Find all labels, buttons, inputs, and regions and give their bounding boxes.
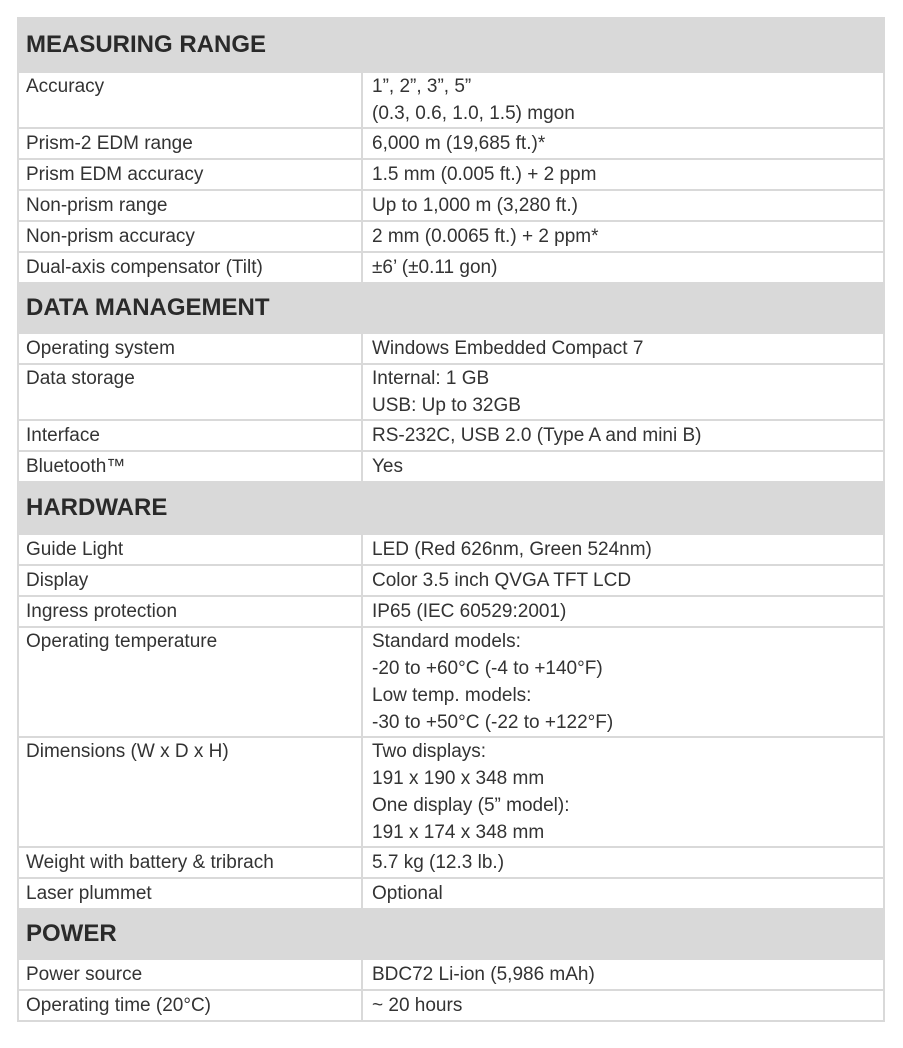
spec-value <box>363 365 883 419</box>
spec-value-line: BDC72 Li-ion (5,986 mAh) <box>372 964 595 985</box>
spec-value-line: RS-232C, USB 2.0 (Type A and mini B) <box>372 425 702 446</box>
spec-value-line: 1”, 2”, 3”, 5” <box>372 76 472 97</box>
spec-label: Dual-axis compensator (Tilt) <box>19 253 363 282</box>
spec-value-line: ±6’ (±0.11 gon) <box>372 257 498 278</box>
spec-label: Display <box>19 566 363 595</box>
spec-value <box>363 535 883 564</box>
spec-value-line: Color 3.5 inch QVGA TFT LCD <box>372 570 632 591</box>
spec-section <box>19 282 883 481</box>
spec-value-line: 2 mm (0.0065 ft.) + 2 ppm* <box>372 226 599 247</box>
spec-row <box>19 419 883 450</box>
section-header: POWER <box>19 908 883 960</box>
spec-value-line: IP65 (IEC 60529:2001) <box>372 601 567 622</box>
spec-row <box>19 189 883 220</box>
spec-value-line: (0.3, 0.6, 1.0, 1.5) mgon <box>372 103 575 124</box>
spec-value-line: Up to 1,000 m (3,280 ft.) <box>372 195 578 216</box>
spec-value-line: Two displays: <box>372 741 487 762</box>
spec-table <box>17 17 885 1022</box>
spec-row <box>19 127 883 158</box>
spec-label: Non-prism range <box>19 191 363 220</box>
section-header: MEASURING RANGE <box>19 17 883 73</box>
spec-value <box>363 879 883 908</box>
spec-value-line: LED (Red 626nm, Green 524nm) <box>372 539 652 560</box>
spec-row <box>19 960 883 989</box>
spec-value <box>363 452 883 481</box>
spec-label: Operating temperature <box>19 628 363 736</box>
spec-value-line: -20 to +60°C (-4 to +140°F) <box>372 658 603 679</box>
spec-label: Weight with battery & tribrach <box>19 848 363 877</box>
spec-value <box>363 73 883 127</box>
spec-value-line: Optional <box>372 883 443 904</box>
spec-value-line: Yes <box>372 456 403 477</box>
spec-row <box>19 989 883 1020</box>
spec-section <box>19 481 883 908</box>
spec-value-line: Internal: 1 GB <box>372 368 490 389</box>
spec-row <box>19 334 883 363</box>
spec-value-line: 191 x 190 x 348 mm <box>372 768 545 789</box>
spec-label: Interface <box>19 421 363 450</box>
section-header: HARDWARE <box>19 481 883 535</box>
spec-label: Operating time (20°C) <box>19 991 363 1020</box>
spec-label: Accuracy <box>19 73 363 127</box>
spec-row <box>19 450 883 481</box>
spec-value-line: Windows Embedded Compact 7 <box>372 338 644 359</box>
spec-value-line: 5.7 kg (12.3 lb.) <box>372 852 505 873</box>
spec-value <box>363 566 883 595</box>
spec-row <box>19 251 883 282</box>
spec-row <box>19 564 883 595</box>
spec-value <box>363 738 883 846</box>
spec-label: Laser plummet <box>19 879 363 908</box>
spec-value <box>363 253 883 282</box>
spec-value <box>363 628 883 736</box>
spec-row <box>19 736 883 846</box>
spec-row <box>19 158 883 189</box>
spec-row <box>19 535 883 564</box>
spec-section <box>19 908 883 1020</box>
spec-value-line: Standard models: <box>372 631 521 652</box>
spec-value <box>363 129 883 158</box>
spec-row <box>19 73 883 127</box>
spec-value-line: USB: Up to 32GB <box>372 395 521 416</box>
spec-value-line: 6,000 m (19,685 ft.)* <box>372 133 546 154</box>
section-header: DATA MANAGEMENT <box>19 282 883 334</box>
spec-value <box>363 848 883 877</box>
spec-row <box>19 626 883 736</box>
spec-section <box>19 17 883 282</box>
spec-value <box>363 421 883 450</box>
spec-label: Bluetooth™ <box>19 452 363 481</box>
spec-value-line: ~ 20 hours <box>372 995 463 1016</box>
spec-value <box>363 597 883 626</box>
spec-row <box>19 877 883 908</box>
spec-label: Operating system <box>19 334 363 363</box>
spec-row <box>19 220 883 251</box>
spec-value-line: Low temp. models: <box>372 685 532 706</box>
spec-label: Data storage <box>19 365 363 419</box>
spec-row <box>19 363 883 419</box>
spec-label: Prism-2 EDM range <box>19 129 363 158</box>
spec-value <box>363 991 883 1020</box>
spec-label: Guide Light <box>19 535 363 564</box>
spec-value <box>363 222 883 251</box>
spec-row <box>19 595 883 626</box>
spec-label: Dimensions (W x D x H) <box>19 738 363 846</box>
spec-value-line: 1.5 mm (0.005 ft.) + 2 ppm <box>372 164 597 185</box>
spec-value-line: One display (5” model): <box>372 795 570 816</box>
spec-label: Non-prism accuracy <box>19 222 363 251</box>
spec-value <box>363 334 883 363</box>
spec-value-line: -30 to +50°C (-22 to +122°F) <box>372 712 614 733</box>
spec-label: Prism EDM accuracy <box>19 160 363 189</box>
spec-label: Power source <box>19 960 363 989</box>
spec-value <box>363 160 883 189</box>
spec-value-line: 191 x 174 x 348 mm <box>372 822 545 843</box>
spec-row <box>19 846 883 877</box>
spec-value <box>363 191 883 220</box>
spec-label: Ingress protection <box>19 597 363 626</box>
spec-value <box>363 960 883 989</box>
